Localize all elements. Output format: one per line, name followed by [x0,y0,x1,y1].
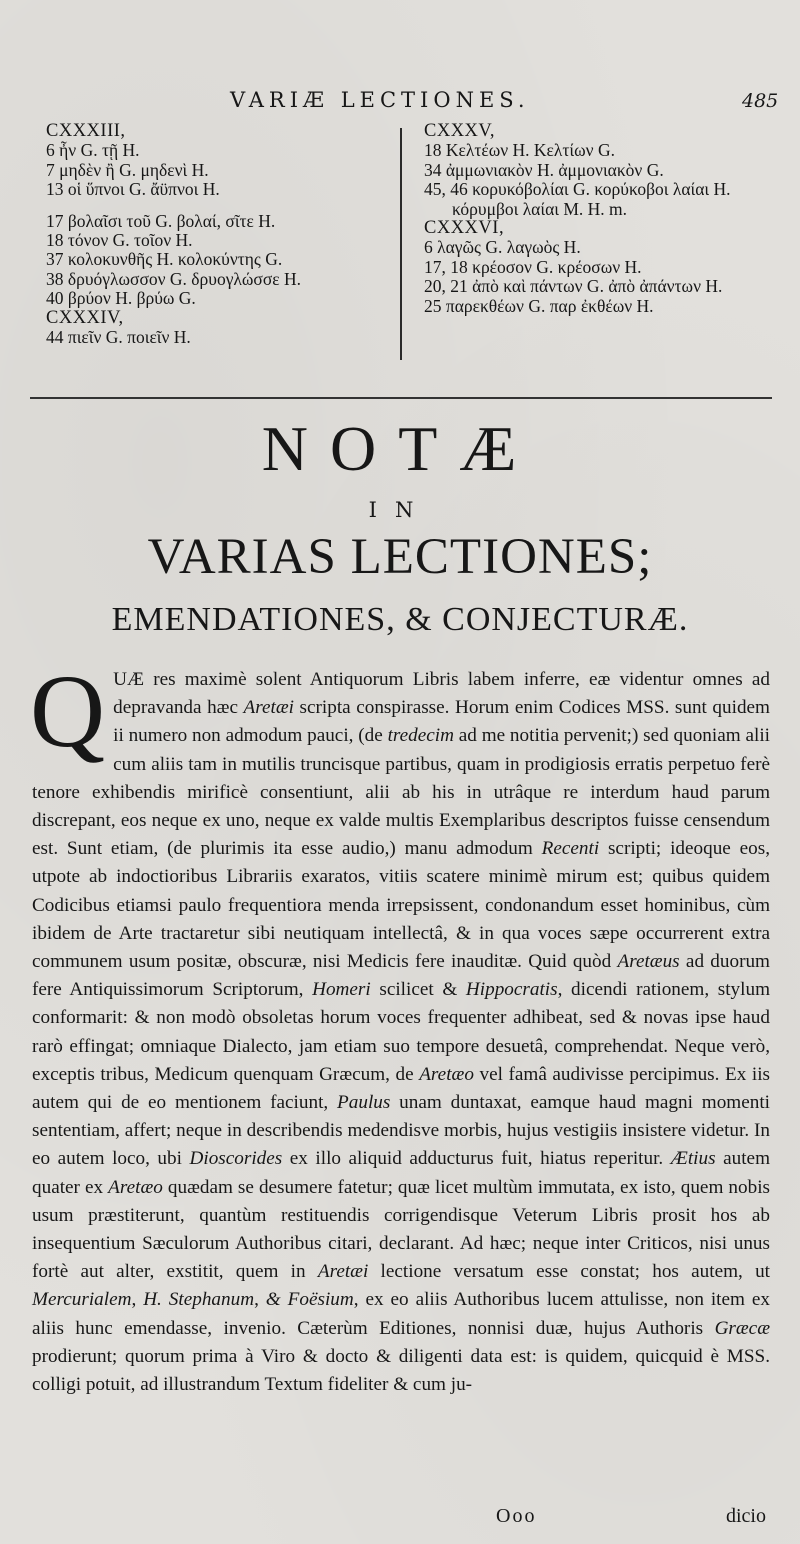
title-emendationes: EMENDATIONES, & CONJECTURÆ. [111,601,689,638]
variant-entry: 34 ἀμμωνιακὸν H. ἀμμονιακὸν G. [424,159,664,180]
chapter-heading: CXXXIII, [46,121,126,141]
variant-entry: 37 κολοκυνθῆς H. κολοκύντης G. [46,249,283,270]
variant-readings-left-column [46,122,391,347]
chapter-heading: CXXXV, [424,121,496,141]
variant-entry: 6 ἦν G. τῇ H. [46,140,140,161]
variant-entry: 17, 18 κρέοσον G. κρέοσων H. [424,256,642,277]
variant-entry: 13 οἱ ὕπνοι G. ἄϋπνοι H. [46,179,220,200]
running-head: VARIÆ LECTIONES. [230,88,530,112]
variant-entry: 20, 21 ἀπὸ καὶ πάντων G. ἀπὸ ἀπάντων H. [424,276,723,297]
variant-entry: 6 λαγῶς G. λαγωὸς H. [424,237,581,258]
body-paragraph: QUÆ res maximè solent Antiquorum Libris labem inferre, eæ videntur omnes ad depravanda hæc Aretæi scripta conspirasse. Horum enim Codices MSS. sunt quidem ii numero non admodum pauci, (de tredecim ad me notitia pervenit;) sed quoniam alii cum aliis tam in mutilis truncisque partibus, quam in prodigiosis erratis perpetuo ferè tenore exhibendis mirificè consentiunt, alii ab his in utrâque re interdum haud parum discrepant, eos neque ex uno, neque ex valde multis Exemplaribus descriptos fuisse censendum est. Sunt etiam, (de plurimis ita esse audio,) manu admodum Recenti scripti; ideoque eos, utpote ab indoctioribus Librariis exaratos, vitiis scatere minimè mirum est; quibus quidem Codicibus etiamsi paulo frequentiora menda irrepsissent, condonandum esset hominibus, cùm ibidem de Arte tractaretur sibi neutiquam intellectâ, & in qua voces sæpe occurrerent extra communem usum positæ, obscuræ, nisi Medicis fere inauditæ. Quid quòd Aretæus ad duorum fere Antiquissimorum Scriptorum, Homeri scilicet & Hippocratis, dicendi rationem, stylum conformarit: & non modò obsoletas horum voces frequenter adhibeat, sed & novas ipse haud rarò effingat; omniaque Dialecto, jam etiam suo tempore desuetâ, comprehendat. Neque verò, exceptis tribus, Medicum quenquam Græcum, de Aretæo vel famâ audivisse percipimus. Ex iis autem qui de eo mentionem faciunt, Paulus unam duntaxat, eamque haud magni momenti sententiam, affert; neque in describendis medendisve morbis, hujus vestigiis insistere videtur. In eo autem loco, ubi Dioscorides ex illo aliquid adducturus fuit, hiatus reperitur. Ætius autem quater ex Aretæo quædam se desumere fatetur; quæ licet multùm immutata, ex isto, quem nobis usum præstiterunt, quantùm restituendis corrigendisque Veterum Libris prosit hos ab insequentium Sæculorum Authoribus citari, declarant. Ad hæc; neque inter Criticos, nisi unus fortè aut alter, exstitit, quem in Aretæi lectione versatum esse constat; hos autem, ut Mercurialem, H. Stephanum, & Foësium, ex eo aliis Authoribus lucem attulisse, non item ex aliis hunc emendasse, invenio. Cæterùm Editiones, nonnisi duæ, hujus Authoris Græcæ prodierunt; quorum prima à Viro & docto & diligenti data est: is quidem, quicquid è MSS. colligi potuit, ad illustrandum Textum fideliter & cum ju- [30,654,771,1396]
variant-entry: 18 Κελτέων H. Κελτίων G. [424,140,615,161]
variant-entry: 44 πιεῖν G. ποιεῖν H. [46,327,191,348]
title-in: IN [368,498,432,522]
column-gap [46,200,391,212]
chapter-heading: CXXXVI, [424,218,505,239]
variant-entry: 45, 46 κορυκόβολίαι G. κορύκοβοι λαίαι H. κόρυμβοι λαίαι M. H. m. [424,179,731,219]
title-notae: NOTÆ [261,413,539,484]
title-varias-lectiones: VARIAS LECTIONES; [147,529,653,585]
variant-entry: 25 παρεκθέων G. παρ ἐκθέων H. [424,295,654,316]
variant-entry: 40 βρύον H. βρύω G. [46,288,196,309]
variant-readings-right-column [424,122,790,316]
catchword: dicio [726,1505,766,1527]
variant-entry: 18 τόνον G. τοῖον H. [46,230,193,251]
signature-mark: Ooo [496,1505,537,1527]
horizontal-rule [30,397,772,399]
drop-cap: Q [30,654,106,769]
variant-entry: 17 βολαῖσι τοῦ G. βολαί, σῖτε H. [46,210,276,231]
chapter-heading: CXXXIV, [46,307,124,328]
column-divider [400,128,402,360]
page-number: 485 [742,90,779,112]
variant-entry: 38 δρυόγλωσσον G. δρυογλώσσε H. [46,268,302,289]
variant-entry: 7 μηδὲν ἢ G. μηδενὶ H. [46,159,209,180]
